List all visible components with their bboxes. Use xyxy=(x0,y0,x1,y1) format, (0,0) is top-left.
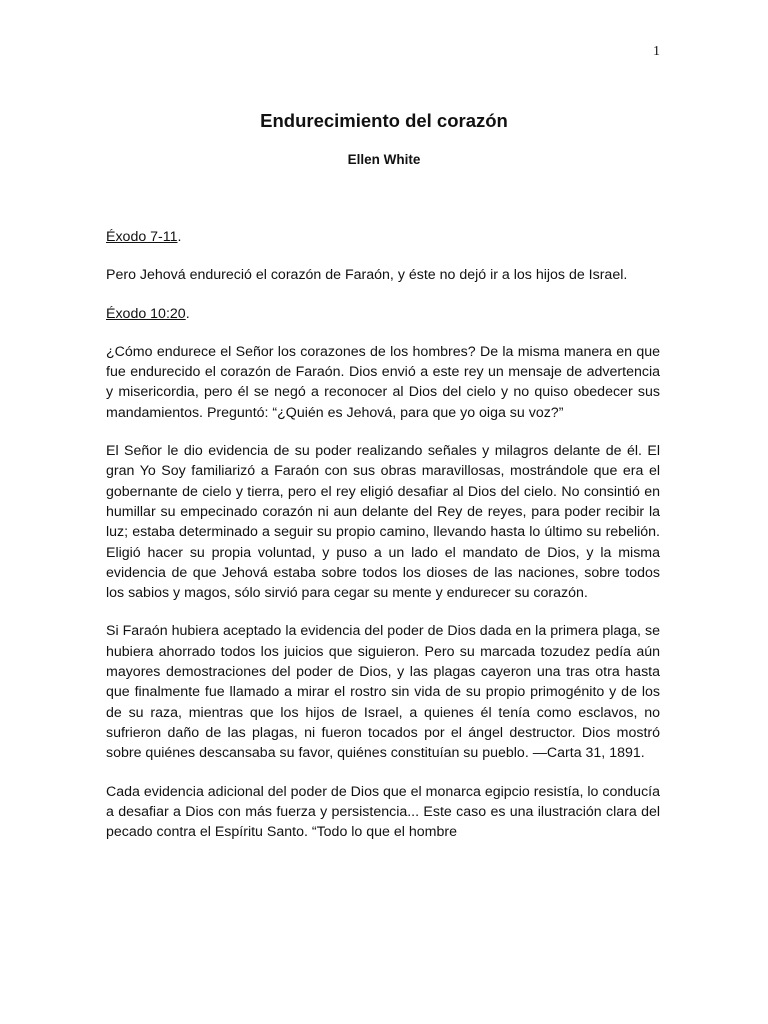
verse-text: Pero Jehová endureció el corazón de Faraón, y éste no dejó ir a los hijos de Israel. xyxy=(106,267,628,284)
reference-line-1 xyxy=(106,227,660,247)
document-body xyxy=(106,227,660,842)
page-number: 1 xyxy=(653,44,660,59)
document-title: Endurecimiento del corazón xyxy=(260,110,508,131)
reference-line-2 xyxy=(106,304,660,324)
body-paragraph: Si Faraón hubiera aceptado la evidencia del poder de Dios dada en la primera plaga, se hubiera ahorrado todos los juicios que siguieron. Pero su marcada tozudez pedía aún mayores demostraciones del poder de Dios, y las plagas cayeron una tras otra hasta que finalmente fue llamado a mirar el rostro sin vida de su propio primogénito y de los de su raza, mientras que los hijos de Israel, a quienes él tenía como esclavos, no sufrieron daño de las plagas, ni fueron tocados por el ángel destructor. Dios mostró sobre quiénes descansaba su favor, quiénes constituían su pueblo. —Carta 31, 1891. xyxy=(106,623,660,762)
body-paragraph: El Señor le dio evidencia de su poder realizando señales y milagros delante de él. El gran Yo Soy familiarizó a Faraón con sus obras maravillosas, mostrándole que era el gobernante de cielo y tierra, pero el rey eligió desafiar al Dios del cielo. No consintió en humillar su empecinado corazón ni aun delante del Rey de reyes, para poder recibir la luz; estaba determinado a seguir su propio camino, llevando hasta lo último su rebelión. Eligió hacer su propia voluntad, y puso a un lado el mandato de Dios, y la misma evidencia de que Jehová estaba sobre todos los dioses de las naciones, sobre todos los sabios y magos, sólo sirvió para cegar su mente y endurecer su corazón. xyxy=(106,443,660,602)
body-paragraph: ¿Cómo endurece el Señor los corazones de los hombres? De la misma manera en que fue endurecido el corazón de Faraón. Dios envió a este rey un mensaje de advertencia y misericordia, pero él se negó a reconocer al Dios del cielo y no quiso obedecer sus mandamientos. Preguntó: “¿Quién es Jehová, para que yo oiga su voz?” xyxy=(106,343,660,421)
reference-suffix: . xyxy=(177,229,182,245)
reference-link-exodo-7-11[interactable]: Éxodo 7-11 xyxy=(106,229,178,245)
reference-link-exodo-10-20[interactable]: Éxodo 10:20 xyxy=(106,305,186,322)
body-paragraph: Cada evidencia adicional del poder de Dios que el monarca egipcio resistía, lo conducía a desafiar a Dios con más fuerza y persistencia... Este caso es una ilustración clara del pecado contra el Espíritu Santo. “Todo lo que el hombre xyxy=(106,783,660,841)
document-author: Ellen White xyxy=(347,152,421,167)
reference-suffix: . xyxy=(185,305,190,322)
